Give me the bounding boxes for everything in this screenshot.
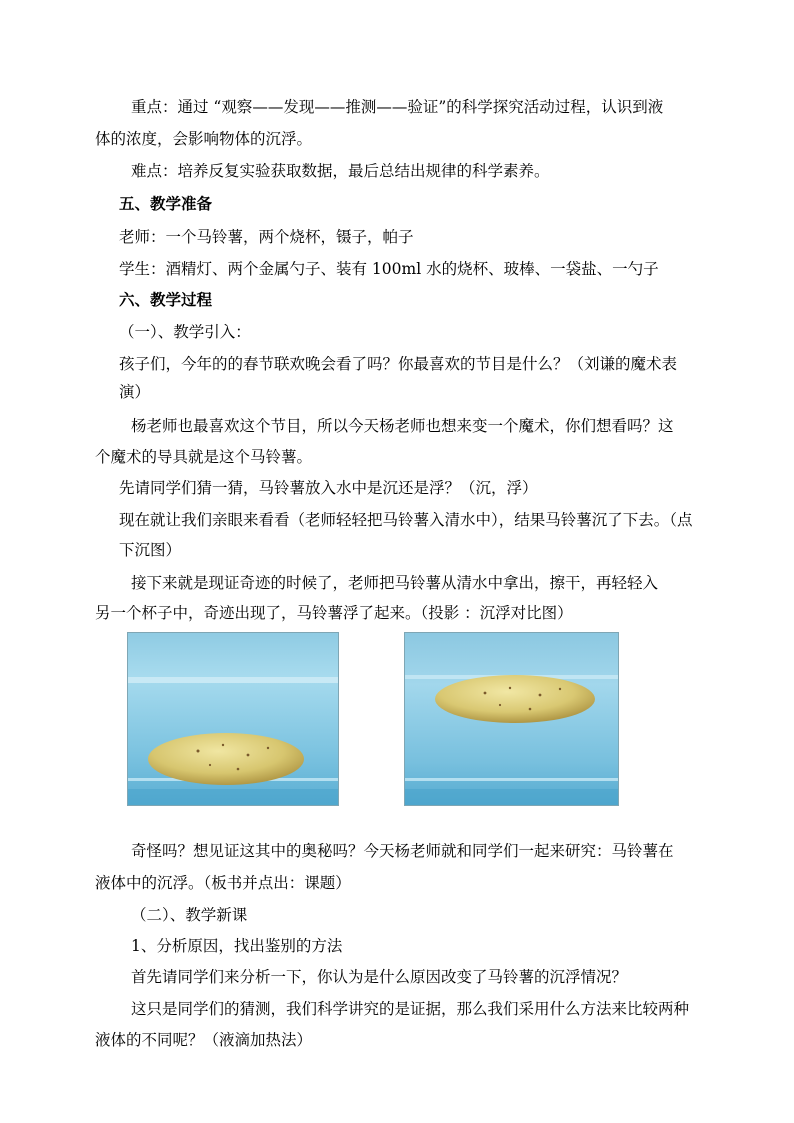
section-heading-preparation: 五、教学准备 [119,194,213,213]
paragraph-line: 另一个杯子中，奇迹出现了，马铃薯浮了起来。（投影 ：沉浮对比图） [95,604,573,622]
paragraph-line: 奇怪吗？想见证这其中的奥秘吗？今天杨老师就和同学们一起来研究：马铃薯在 [131,842,674,860]
student-materials: 学生：酒精灯、两个金属勺子、装有 100ml 水的烧杯、玻棒、一袋盐、一勺子 [119,260,659,278]
floating-potato-photo [404,632,619,806]
subheading-analysis: 1、分析原因，找出鉴别的方法 [131,937,343,955]
key-point-line-2: 体的浓度，会影响物体的沉浮。 [95,130,313,148]
subheading-new-lesson: （二）、教学新课 [131,906,248,924]
paragraph-line: 个魔术的导具就是这个马铃薯。 [95,448,313,466]
paragraph-line: 杨老师也最喜欢这个节目，所以今天杨老师也想来变一个魔术，你们想看吗？这 [131,417,674,435]
paragraph-line: 孩子们，今年的的春节联欢晚会看了吗？你最喜欢的节目是什么？（刘谦的魔术表 [119,355,678,373]
sinking-potato-photo [127,632,339,806]
section-heading-process: 六、教学过程 [119,290,213,309]
paragraph-line: 液体的不同呢？（液滴加热法） [95,1031,313,1049]
subheading-intro: （一）、教学引入： [119,323,251,341]
paragraph-line: 首先请同学们来分析一下，你认为是什么原因改变了马铃薯的沉浮情况？ [131,968,628,986]
paragraph-line: 先请同学们猜一猜，马铃薯放入水中是沉还是浮？（沉，浮） [119,479,538,497]
paragraph-line: 现在就让我们亲眼来看看（老师轻轻把马铃薯入清水中），结果马铃薯沉了下去。（点 [119,511,693,529]
paragraph-line: 这只是同学们的猜测，我们科学讲究的是证据，那么我们采用什么方法来比较两种 [131,1000,690,1018]
difficulty-line: 难点：培养反复实验获取数据，最后总结出规律的科学素养。 [131,162,550,180]
key-point-line-1: 重点：通过 “观察——发现——推测——验证”的科学探究活动过程，认识到液 [131,98,664,116]
teacher-materials: 老师：一个马铃薯，两个烧杯，镊子，帕子 [119,228,414,246]
paragraph-line: 接下来就是现证奇迹的时候了，老师把马铃薯从清水中拿出，擦干，再轻轻入 [131,574,659,592]
paragraph-line: 下沉图） [119,541,182,559]
paragraph-line: 液体中的沉浮。（板书并点出：课题） [95,874,351,892]
paragraph-line: 演） [119,383,151,401]
